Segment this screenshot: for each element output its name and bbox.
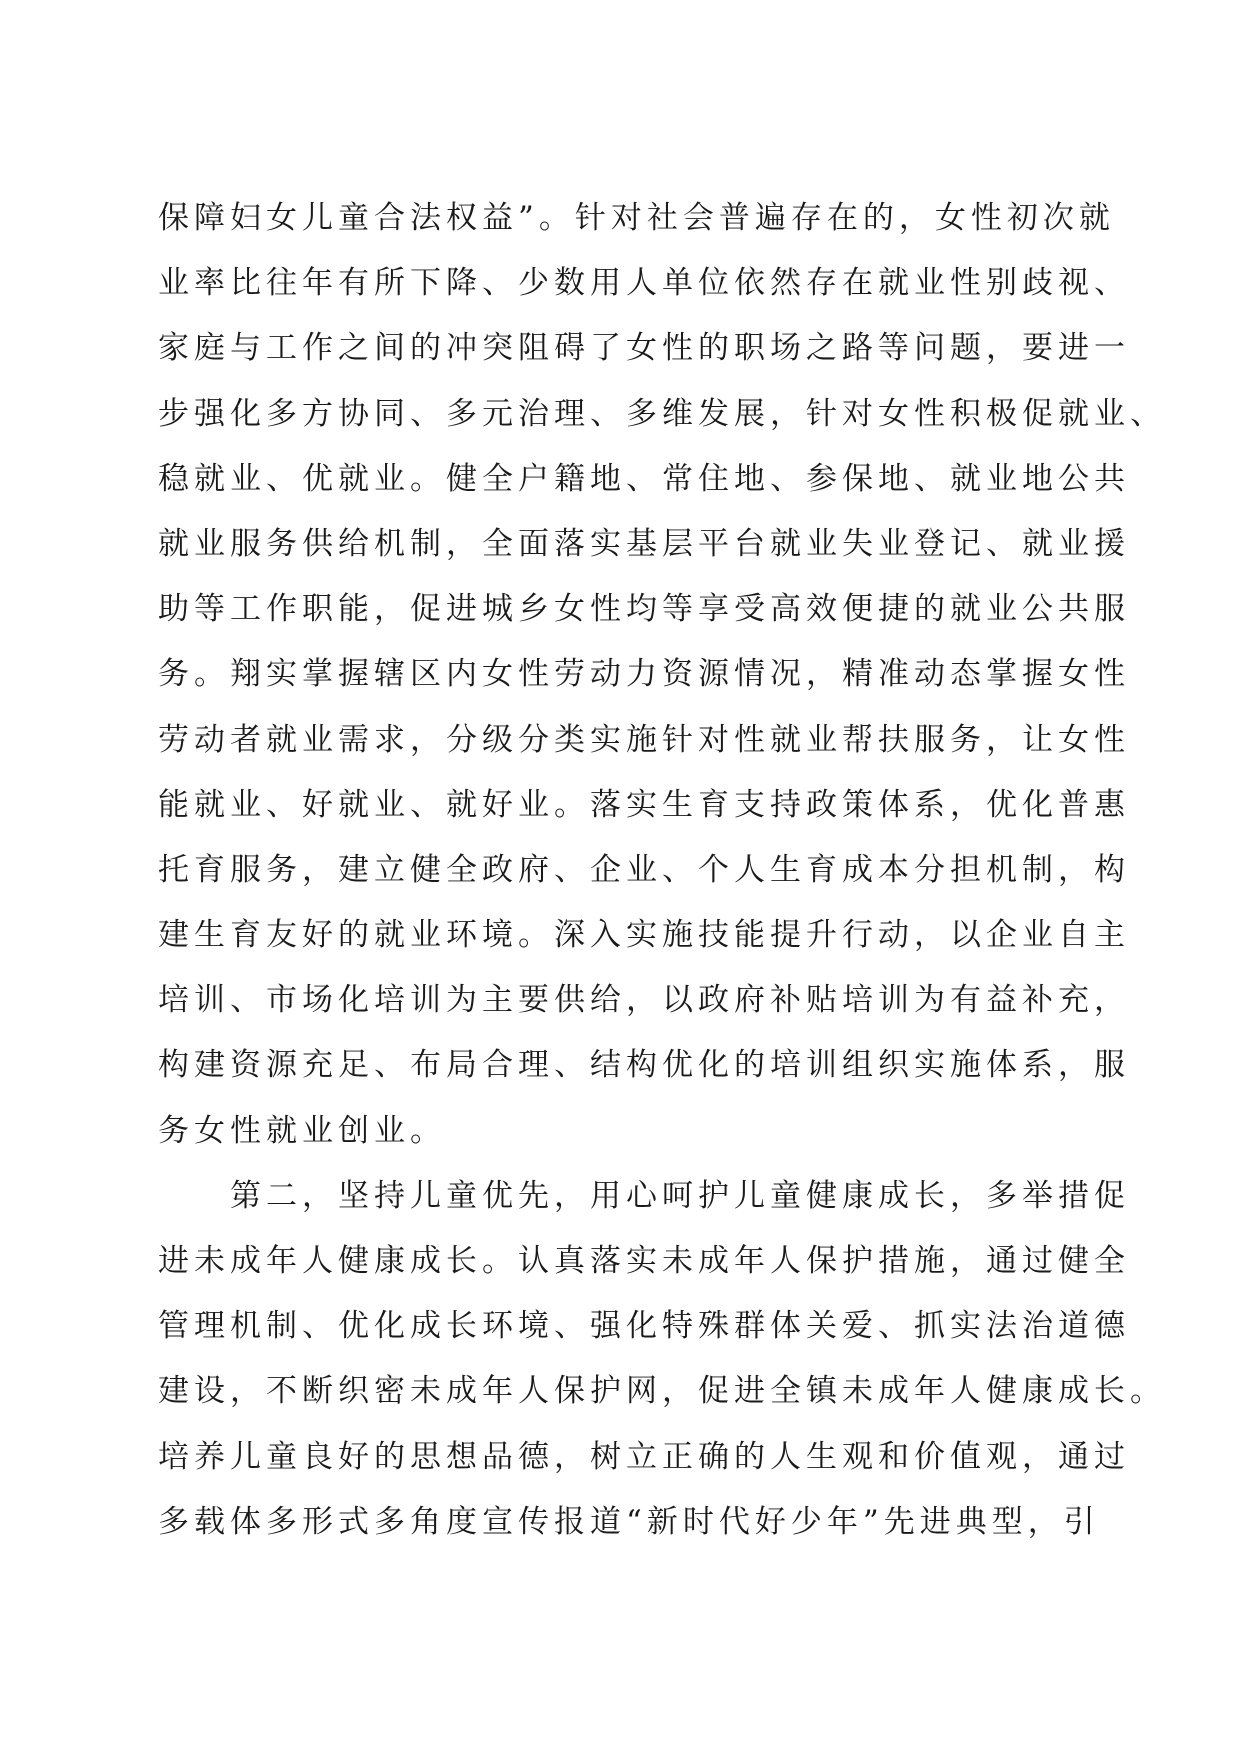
text-line: 建设，不断织密未成年人保护网，促进全镇未成年人健康成长。: [158, 1373, 1166, 1410]
text-line: 务。翔实掌握辖区内女性劳动力资源情况，精准动态掌握女性: [158, 656, 1130, 693]
text-line: 助等工作职能，促进城乡女性均等享受高效便捷的就业公共服: [158, 591, 1130, 628]
text-line: 培训、市场化培训为主要供给，以政府补贴培训为有益补充，: [158, 982, 1130, 1019]
text-line: 进未成年人健康成长。认真落实未成年人保护措施，通过健全: [158, 1243, 1130, 1279]
text-line: 培养儿童良好的思想品德，树立正确的人生观和价值观，通过: [158, 1438, 1130, 1475]
text-line: 稳就业、优就业。健全户籍地、常住地、参保地、就业地公共: [158, 460, 1130, 497]
document-body: [158, 186, 1166, 1555]
text-line: 保障妇女儿童合法权益”。针对社会普遍存在的，女性初次就: [158, 200, 1115, 236]
text-line: 劳动者就业需求，分级分类实施针对性就业帮扶服务，让女性: [158, 721, 1130, 758]
text-line: 多载体多形式多角度宣传报道“新时代好少年”先进典型，引: [158, 1503, 1100, 1540]
text-line: 托育服务，建立健全政府、企业、个人生育成本分担机制，构: [158, 851, 1130, 888]
paragraph-start-line: 第二，坚持儿童优先，用心呵护儿童健康成长，多举措促: [230, 1177, 1130, 1214]
text-line: 就业服务供给机制，全面落实基层平台就业失业登记、就业援: [158, 525, 1130, 562]
text-line: 家庭与工作之间的冲突阻碍了女性的职场之路等问题，要进一: [158, 330, 1130, 367]
text-line: 务女性就业创业。: [158, 1112, 446, 1149]
text-line: 能就业、好就业、就好业。落实生育支持政策体系，优化普惠: [158, 786, 1130, 823]
text-line: 构建资源充足、布局合理、结构优化的培训组织实施体系，服: [158, 1047, 1130, 1084]
text-line: 步强化多方协同、多元治理、多维发展，针对女性积极促就业、: [158, 395, 1166, 432]
text-line: 业率比往年有所下降、少数用人单位依然存在就业性别歧视、: [158, 265, 1130, 302]
text-line: 管理机制、优化成长环境、强化特殊群体关爱、抓实法治道德: [158, 1308, 1130, 1345]
text-line: 建生育友好的就业环境。深入实施技能提升行动，以企业自主: [158, 917, 1130, 954]
